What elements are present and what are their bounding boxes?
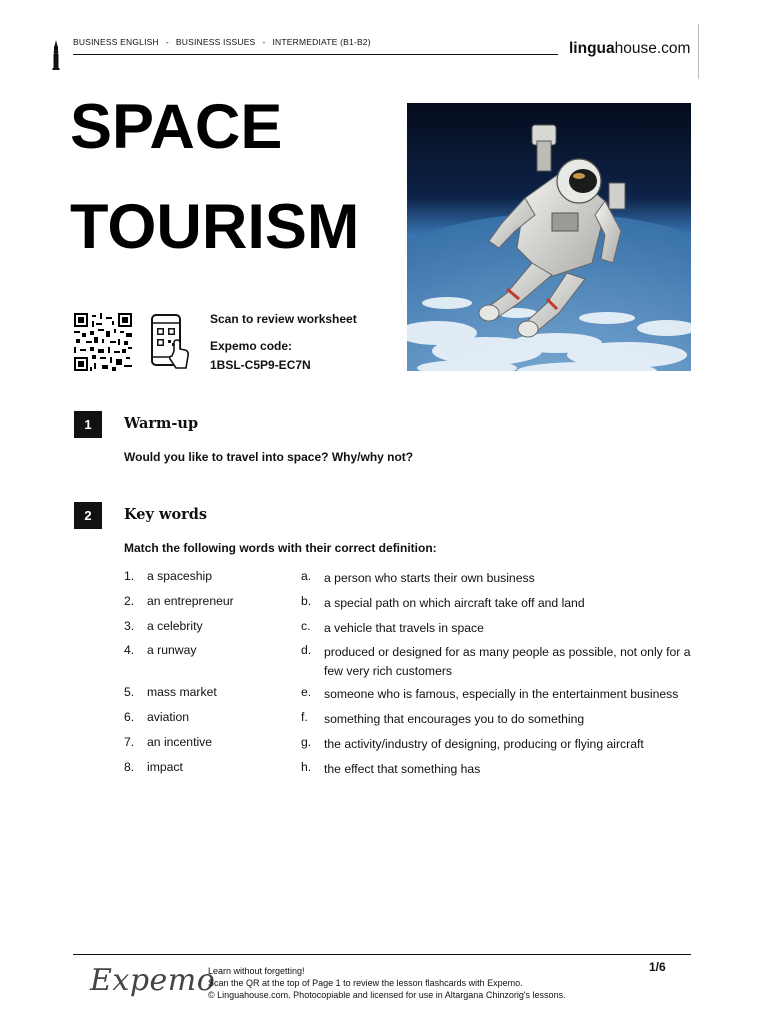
qr-code-icon[interactable] bbox=[73, 313, 133, 371]
expemo-code: 1BSL-C5P9-EC7N bbox=[210, 358, 311, 372]
breadcrumb-level: INTERMEDIATE (B1-B2) bbox=[272, 37, 371, 47]
expemo-code-label: Expemo code: bbox=[210, 339, 293, 353]
footer-divider bbox=[73, 954, 691, 955]
definition-item: a special path on which aircraft take off and land bbox=[324, 596, 585, 610]
astronaut-hero-image bbox=[407, 103, 691, 371]
word-item: an entrepreneur bbox=[147, 594, 234, 608]
word-item: a celebrity bbox=[147, 619, 203, 633]
section-1-question: Would you like to travel into space? Why/why not? bbox=[124, 450, 414, 464]
page-title-line-1: SPACE bbox=[70, 92, 283, 162]
word-item: a runway bbox=[147, 643, 197, 657]
section-2-title: Key words bbox=[124, 506, 208, 523]
brand-logo: linguahouse.com bbox=[569, 40, 691, 57]
scan-label: Scan to review worksheet bbox=[210, 312, 357, 326]
breadcrumb-business-english: BUSINESS ENGLISH bbox=[73, 37, 159, 47]
section-2-number: 2 bbox=[74, 502, 102, 529]
breadcrumb-business-issues: BUSINESS ISSUES bbox=[175, 37, 256, 47]
header-edge-line bbox=[698, 24, 699, 79]
definition-item: the effect that something has bbox=[324, 762, 481, 776]
word-item: an incentive bbox=[147, 735, 213, 749]
definition-item: someone who is famous, especially in the entertainment business bbox=[324, 687, 679, 701]
expemo-logo: Expemo bbox=[90, 963, 216, 998]
word-item: a spaceship bbox=[147, 569, 213, 583]
word-item: mass market bbox=[147, 685, 217, 699]
section-1-title: Warm-up bbox=[124, 415, 199, 432]
big-ben-icon bbox=[51, 40, 61, 70]
definition-item: the activity/industry of designing, producing or flying aircraft bbox=[324, 737, 644, 751]
footer-tagline: Learn without forgetting! bbox=[208, 966, 305, 976]
word-item: aviation bbox=[147, 710, 190, 724]
page-title-line-2: TOURISM bbox=[70, 192, 360, 262]
footer-instruction: Scan the QR at the top of Page 1 to review the lesson flashcards with Expemo. bbox=[208, 978, 523, 988]
definition-item: a person who starts their own business bbox=[324, 571, 535, 585]
phone-scan-icon bbox=[150, 313, 192, 371]
breadcrumb: BUSINESS ENGLISH - BUSINESS ISSUES - INTERMEDIATE (B1-B2) bbox=[73, 37, 371, 47]
word-item: impact bbox=[147, 760, 183, 774]
definition-item: produced or designed for as many people as possible, not only for a few very rich customers bbox=[324, 645, 691, 678]
footer-copyright: © Linguahouse.com. Photocopiable and licensed for use in Altargana Chinzorig's lessons. bbox=[208, 990, 566, 1000]
definition-item: a vehicle that travels in space bbox=[324, 621, 484, 635]
section-1-number: 1 bbox=[74, 411, 102, 438]
section-2-instruction: Match the following words with their correct definition: bbox=[124, 541, 437, 555]
header-divider bbox=[73, 54, 558, 55]
definition-item: something that encourages you to do something bbox=[324, 712, 585, 726]
page-number: 1/6 bbox=[649, 960, 666, 974]
